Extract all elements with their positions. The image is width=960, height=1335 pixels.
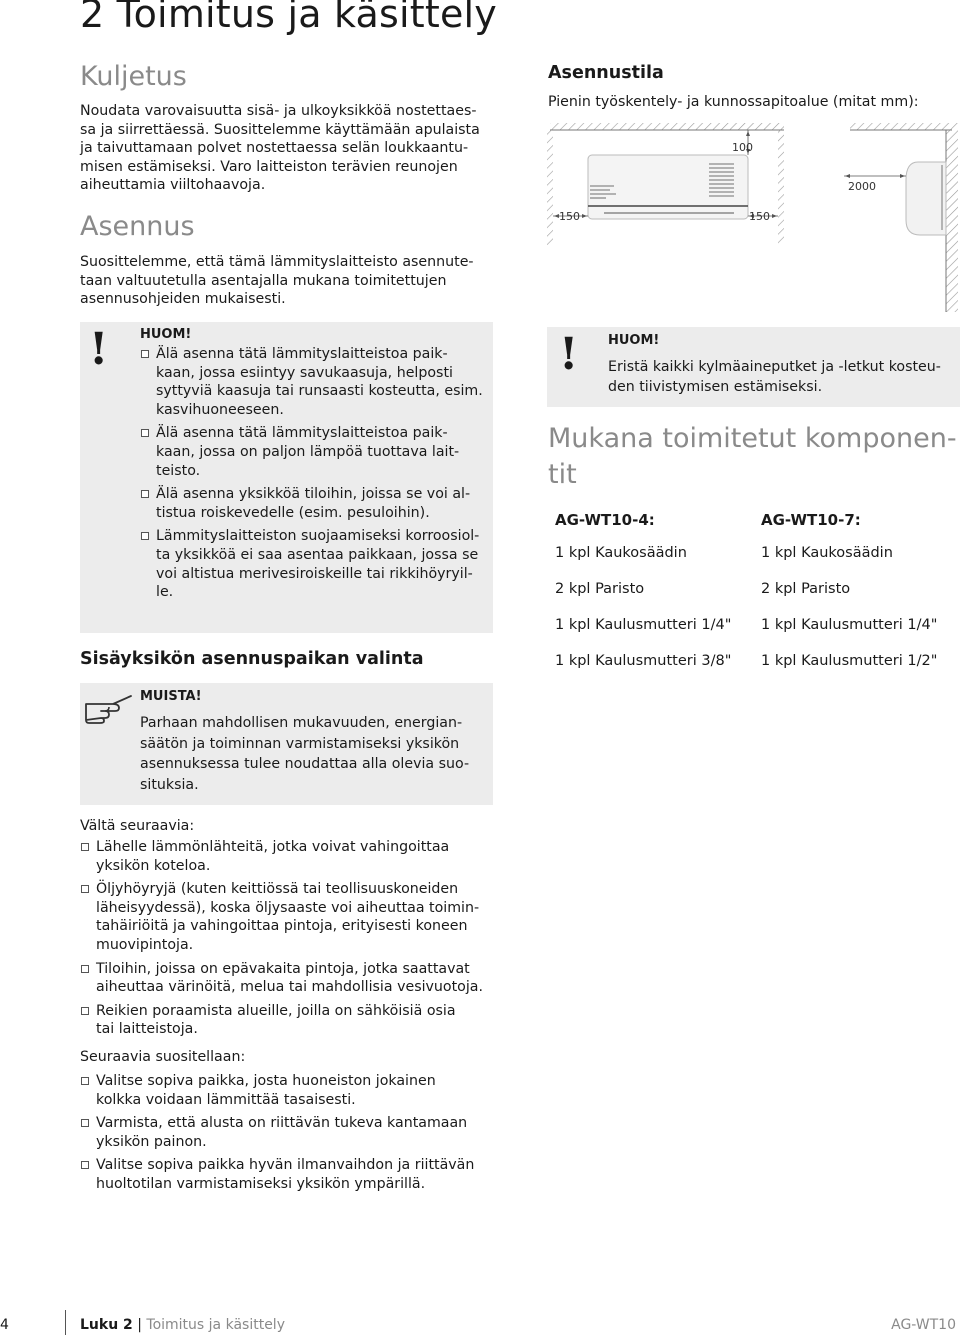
- indoor-unit-shape: [588, 155, 748, 219]
- komponentit-heading: [548, 421, 960, 493]
- text-line: teisto.: [156, 462, 201, 479]
- text-line: Älä asenna tätä lämmityslaitteistoa paik-: [156, 346, 448, 362]
- text-line: kolkka voidaan lämmittää tasaisesti.: [96, 1091, 356, 1108]
- dim-right-label: 150: [749, 210, 770, 223]
- list-item: [80, 960, 520, 997]
- asennustila-heading: Asennustila: [548, 63, 664, 83]
- component-item: 1 kpl Kaukosäädin: [761, 545, 893, 561]
- huom-title: HUOM!: [140, 327, 192, 342]
- text-line: ta yksikköä ei saa asentaa paikkaan, jossa se: [156, 546, 479, 563]
- text-line: Reikien poraamista alueille, joilla on sähköisiä osia: [96, 1002, 456, 1019]
- text-line: den tiivistymisen estämiseksi.: [608, 379, 823, 395]
- left-wall-hatch: [547, 130, 553, 245]
- component-item: 1 kpl Kaulusmutteri 1/2": [761, 653, 938, 669]
- page-number: 4: [0, 1317, 9, 1333]
- text-line: Varmista, että alusta on riittävän tukeva kantamaan: [96, 1115, 468, 1132]
- text-line: yksikön koteloa.: [96, 857, 211, 874]
- side-wall-hatch: [946, 130, 958, 312]
- chapter-label: Luku 2: [80, 1317, 133, 1333]
- list-item: [80, 1002, 520, 1039]
- text-line: säätön ja toiminnan varmistamiseksi yksikön: [140, 735, 460, 752]
- list-item: [140, 485, 490, 522]
- component-column-header: AG-WT10-7:: [761, 511, 861, 529]
- text-line: aiheuttaa värinöitä, melua tai mahdollisia vesivuotoja.: [96, 979, 483, 996]
- kuljetus-heading: Kuljetus: [80, 61, 187, 92]
- text-line: kaan, jossa esiintyy savukaasuja, helposti: [156, 364, 453, 381]
- component-item: 1 kpl Kaulusmutteri 3/8": [555, 653, 732, 669]
- suositellaan-list: [80, 1072, 520, 1199]
- muista-title: MUISTA!: [140, 689, 202, 704]
- chapter-name: Toimitus ja käsittely: [146, 1317, 285, 1333]
- dim-top-label: 100: [732, 141, 753, 154]
- text-line: kasvihuoneeseen.: [156, 401, 284, 418]
- text-line: muovipintoja.: [96, 936, 194, 953]
- text-line: Valitse sopiva paikka hyvän ilmanvaihdon ja riittävän: [96, 1157, 475, 1174]
- components-column-1: [555, 511, 755, 669]
- text-line: le.: [156, 584, 174, 601]
- text-line: Tiloihin, joissa on epävakaita pintoja, jotka saattavat: [96, 960, 470, 977]
- component-column-header: AG-WT10-4:: [555, 511, 655, 529]
- component-item: 2 kpl Paristo: [761, 581, 851, 597]
- list-item: [140, 527, 490, 601]
- text-line: yksikön painon.: [96, 1133, 207, 1150]
- list-item: [80, 1156, 520, 1193]
- text-line: Valitse sopiva paikka, josta huoneiston jokainen: [96, 1073, 436, 1089]
- side-unit-shape: [906, 162, 946, 235]
- asennus-heading: Asennus: [80, 211, 195, 242]
- side-ceiling-hatch: [850, 123, 958, 130]
- footer-divider: [65, 1310, 66, 1335]
- footer-separator: |: [137, 1317, 142, 1333]
- component-item: 2 kpl Paristo: [555, 581, 645, 597]
- text-line: Lämmityslaitteiston suojaamiseksi korroosiol-: [156, 528, 480, 545]
- text-line: Eristä kaikki kylmäaineputket ja -letkut kosteu-: [608, 359, 941, 375]
- text-line: Öljyhöyryjä (kuten keittiössä tai teollisuuskoneiden: [96, 881, 459, 898]
- page-footer: [0, 1316, 960, 1335]
- components-column-2: [761, 511, 959, 669]
- text-line: sa ja siirrettäessä. Suosittelemme käyttämään apulaista: [80, 121, 480, 138]
- heading-line: Mukana toimitetut komponen-: [548, 423, 957, 454]
- text-line: asennuksessa tulee noudattaa alla olevia suo-: [140, 756, 470, 772]
- list-item: [80, 1114, 520, 1151]
- text-line: asennusohjeiden mukaisesti.: [80, 291, 286, 308]
- chapter-title: 2 Toimitus ja käsittely: [80, 0, 497, 36]
- dim-left-label: 150: [559, 210, 580, 223]
- text-line: huoltotilan varmistamiseksi yksikön ympärillä.: [96, 1175, 426, 1192]
- footer-chapter: [80, 1317, 285, 1333]
- component-item: 1 kpl Kaulusmutteri 1/4": [555, 617, 732, 633]
- huom-title-2: HUOM!: [608, 333, 660, 348]
- text-line: Noudata varovaisuutta sisä- ja ulkoyksikköä nostettaes-: [80, 103, 477, 119]
- list-item: [80, 838, 520, 875]
- right-wall-hatch: [778, 130, 784, 245]
- text-line: Älä asenna yksikköä tiloihin, joissa se voi al-: [156, 486, 471, 503]
- text-line: voi altistua merivesiroiskeille tai rikkihöyryil-: [156, 565, 473, 582]
- text-line: Parhaan mahdollisen mukavuuden, energian-: [140, 715, 463, 731]
- text-line: läheisyydessä), koska öljysaaste voi aiheuttaa toimin-: [96, 899, 480, 916]
- asennustila-subtitle: Pienin työskentely- ja kunnossapitoalue (mitat mm):: [548, 94, 919, 110]
- text-line: tahäiriöitä ja vahingoittaa pintoja, erityisesti koneen: [96, 918, 468, 935]
- text-line: tistua roiskevedelle (esim. pesuloihin).: [156, 504, 430, 521]
- component-item: 1 kpl Kaulusmutteri 1/4": [761, 617, 938, 633]
- text-line: ja taivuttamaan polvet nostettaessa selän loukkaantu-: [80, 140, 469, 157]
- component-item: 1 kpl Kaukosäädin: [555, 545, 687, 561]
- list-item: [140, 424, 490, 480]
- ceiling-hatch: [550, 123, 784, 130]
- list-item: [80, 1072, 520, 1109]
- pointing-hand-icon: [83, 690, 135, 724]
- heading-line: tit: [548, 459, 577, 490]
- text-line: taan valtuutetulla asentajalla mukana toimitettujen: [80, 272, 447, 289]
- kuljetus-text: [80, 102, 510, 195]
- text-line: Lähelle lämmönlähteitä, jotka voivat vahingoittaa: [96, 839, 450, 855]
- text-line: Älä asenna tätä lämmityslaitteistoa paik-: [156, 425, 448, 442]
- text-line: misen estämiseksi. Varo laitteiston terävien reunojen: [80, 158, 458, 175]
- muista-text: [140, 713, 490, 795]
- sisayksikko-heading: Sisäyksikön asennuspaikan valinta: [80, 649, 424, 669]
- text-line: Suosittelemme, että tämä lämmityslaitteisto asennute-: [80, 254, 474, 270]
- dim-front-label: 2000: [848, 180, 876, 193]
- text-line: syttyviä kaasuja tai runsaasti kosteutta, esim.: [156, 383, 483, 400]
- list-item: [140, 345, 490, 419]
- text-line: kaan, jossa on paljon lämpöä tuottava lait-: [156, 443, 460, 460]
- asennus-text: [80, 253, 510, 309]
- installation-space-diagram: [544, 120, 960, 315]
- exclamation-icon: !: [89, 324, 109, 375]
- model-name: AG-WT10: [891, 1317, 956, 1333]
- exclamation-icon: !: [559, 329, 579, 380]
- huom-text-2: [608, 357, 958, 397]
- list-item: [80, 880, 520, 954]
- text-line: aiheuttamia viiltohaavoja.: [80, 177, 266, 194]
- huom-list: [140, 345, 490, 607]
- valta-list: [80, 838, 520, 1044]
- suositellaan-intro: Seuraavia suositellaan:: [80, 1049, 246, 1065]
- text-line: tai laitteistoja.: [96, 1021, 198, 1038]
- valta-intro: Vältä seuraavia:: [80, 818, 195, 834]
- text-line: situksia.: [140, 776, 199, 793]
